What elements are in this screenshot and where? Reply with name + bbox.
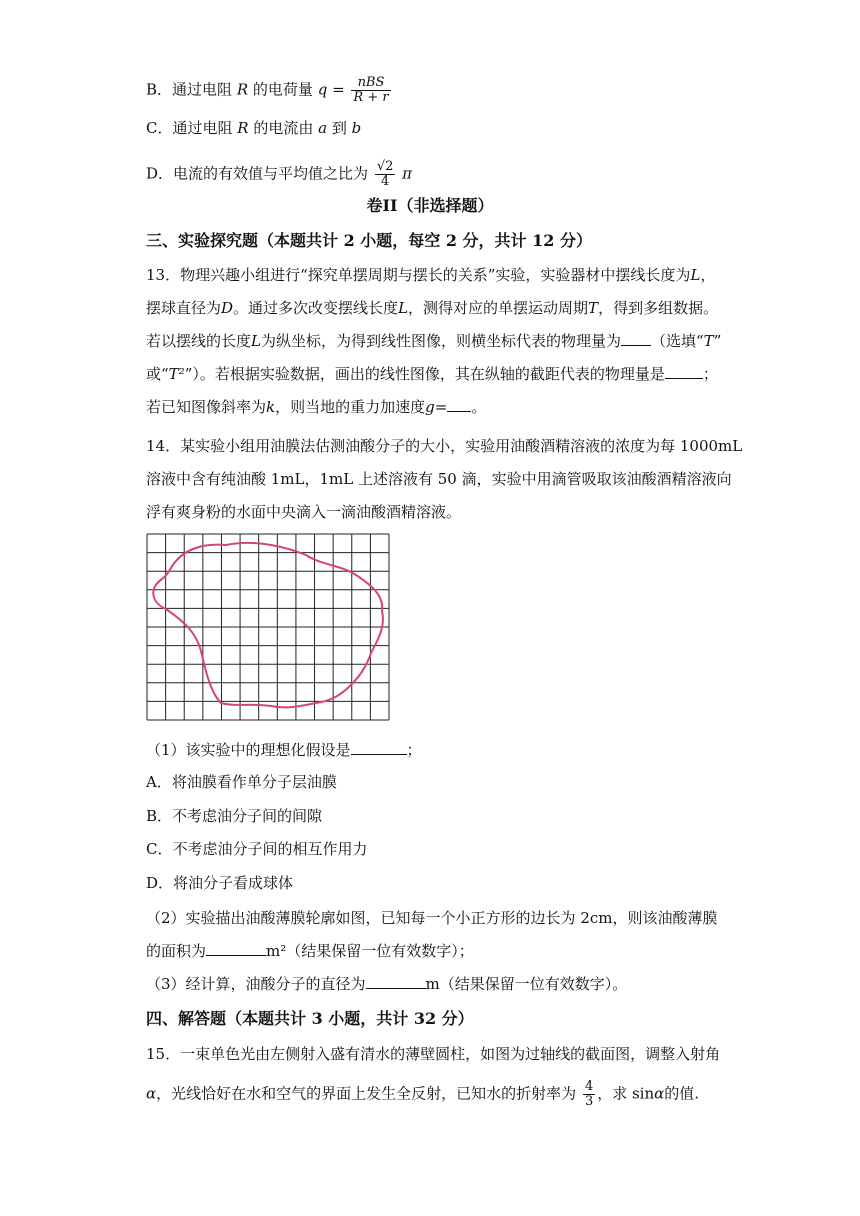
- section4-heading: 四、解答题（本题共计 3 小题，共计 32 分）: [146, 1009, 474, 1028]
- var-t: T: [703, 332, 714, 350]
- q14-sub3: [146, 974, 627, 994]
- text: ；: [702, 365, 718, 383]
- var-l: L: [398, 299, 409, 317]
- answer-blank[interactable]: [665, 364, 703, 379]
- text: 。通过多次改变摆线长度: [233, 299, 399, 317]
- option-b-mid: 的电荷量: [252, 80, 313, 99]
- radicand: 2: [385, 159, 394, 174]
- text: ，求 sin: [597, 1084, 655, 1103]
- text: ，光线恰好在水和空气的界面上发生全反射，已知水的折射率为: [156, 1084, 577, 1103]
- q14-option-c: C．不考虑油分子间的相互作用力: [146, 840, 368, 858]
- text: （3）经计算，油酸分子的直径为: [146, 975, 366, 993]
- answer-blank[interactable]: [447, 397, 471, 412]
- q13-line4: [146, 364, 718, 384]
- fraction-denominator: 3: [584, 1094, 594, 1109]
- q13-line2: [146, 298, 718, 318]
- var-alpha: α: [146, 1084, 157, 1103]
- text: ，测得对应的单摆运动周期: [408, 299, 589, 317]
- text: （结果保留一位有效数字）。: [439, 975, 628, 993]
- var-a: a: [318, 119, 328, 137]
- q14-option-a: A．将油膜看作单分子层油膜: [146, 773, 337, 791]
- option-b: [146, 76, 393, 105]
- q13-line5: [146, 397, 486, 417]
- var-t: T: [588, 299, 599, 317]
- text: ，: [700, 266, 716, 284]
- text: 若已知图像斜率为: [146, 398, 267, 416]
- option-c-mid: 的电流由: [253, 119, 314, 137]
- option-d-text: D．电流的有效值与平均值之比为: [146, 164, 369, 183]
- text: 的值.: [664, 1084, 700, 1103]
- text: ；: [406, 741, 422, 759]
- text: ，则当地的重力加速度: [275, 398, 426, 416]
- q14-option-d: D．将油分子看成球体: [146, 874, 294, 892]
- text: （选填“: [651, 332, 704, 350]
- var-l: L: [690, 266, 701, 284]
- grid-lines: [147, 534, 389, 720]
- q15-line1: 15．一束单色光由左侧射入盛有清水的薄壁圆柱，如图为过轴线的截面图，调整入射角: [146, 1045, 721, 1063]
- var-g: g: [425, 398, 435, 416]
- var-b: b: [351, 119, 362, 137]
- var-r: R: [237, 119, 249, 137]
- text: （1）该实验中的理想化假设是: [146, 741, 351, 759]
- text: ，得到多组数据。: [598, 299, 719, 317]
- q14-line1: 14．某实验小组用油膜法估测油酸分子的大小，实验用油酸酒精溶液的浓度为每 1000mL: [146, 437, 743, 455]
- unit: m²: [266, 942, 287, 960]
- equals: =: [327, 80, 350, 99]
- q14-sub2-line1: （2）实验描出油酸薄膜轮廓如图，已知每一个小正方形的边长为 2cm，则该油酸薄膜: [146, 909, 718, 927]
- option-c-text: C．通过电阻: [146, 119, 233, 137]
- answer-blank[interactable]: [351, 740, 407, 755]
- var-l: L: [251, 332, 261, 350]
- text: ”: [713, 332, 722, 350]
- text: 为纵坐标，为得到线性图像，则横坐标代表的物理量为: [260, 332, 621, 350]
- fraction-numerator: 4: [584, 1079, 594, 1094]
- text: 摆球直径为: [146, 299, 222, 317]
- q14-option-b: B．不考虑油分子间的间隙: [146, 807, 323, 825]
- q14-line2: 溶液中含有纯油酸 1mL，1mL 上述溶液有 50 滴，实验中用滴管吸取该油酸酒精溶液向: [146, 470, 732, 488]
- q14-sub2-line2: [146, 941, 474, 961]
- text: （结果保留一位有效数字）；: [286, 942, 474, 960]
- fraction-nbs: [351, 76, 390, 105]
- fraction-numerator: √2: [376, 159, 394, 174]
- answer-blank[interactable]: [621, 331, 651, 346]
- fraction-numerator: nBS: [351, 76, 390, 91]
- section-title: 卷II（非选择题）: [366, 196, 494, 215]
- text: 或“: [146, 365, 169, 383]
- var-q: q: [317, 80, 328, 99]
- text: ”）。若根据实验数据，画出的线性图像，其在纵轴的截距代表的物理量是: [184, 365, 665, 383]
- option-c-to: 到: [331, 119, 347, 137]
- q14-line3: 浮有爽身粉的水面中央滴入一滴油酸酒精溶液。: [146, 503, 462, 521]
- option-b-text: B．通过电阻: [146, 80, 233, 99]
- unit: m: [425, 975, 440, 993]
- fraction-sqrt2-4: [375, 160, 396, 189]
- var-alpha: α: [654, 1084, 665, 1103]
- oil-film-grid-figure: [146, 533, 392, 723]
- section3-heading: 三、实验探究题（本题共计 2 小题，每空 2 分，共计 12 分）: [146, 231, 592, 250]
- fraction-denominator: 4: [380, 174, 390, 189]
- option-d: [146, 160, 412, 189]
- option-c: [146, 118, 361, 138]
- var-t-squared: T²: [168, 365, 185, 383]
- q15-line2: [146, 1080, 699, 1109]
- q13-line3: [146, 331, 721, 351]
- pi-symbol: π: [402, 164, 413, 183]
- text: 13．物理兴趣小组进行“探究单摆周期与摆长的关系”实验，实验器材中摆线长度为: [146, 266, 691, 284]
- text: =: [434, 398, 448, 416]
- var-k: k: [266, 398, 276, 416]
- fraction-denominator: R + r: [353, 90, 389, 105]
- var-d: D: [221, 299, 234, 317]
- text: 。: [471, 398, 487, 416]
- answer-blank[interactable]: [206, 941, 266, 956]
- text: 的面积为: [146, 942, 207, 960]
- var-r: R: [236, 80, 249, 99]
- fraction-4-3: [583, 1080, 595, 1109]
- text: 若以摆线的长度: [146, 332, 252, 350]
- q14-sub1: [146, 740, 422, 760]
- answer-blank[interactable]: [366, 974, 426, 989]
- q13-line1: [146, 265, 715, 285]
